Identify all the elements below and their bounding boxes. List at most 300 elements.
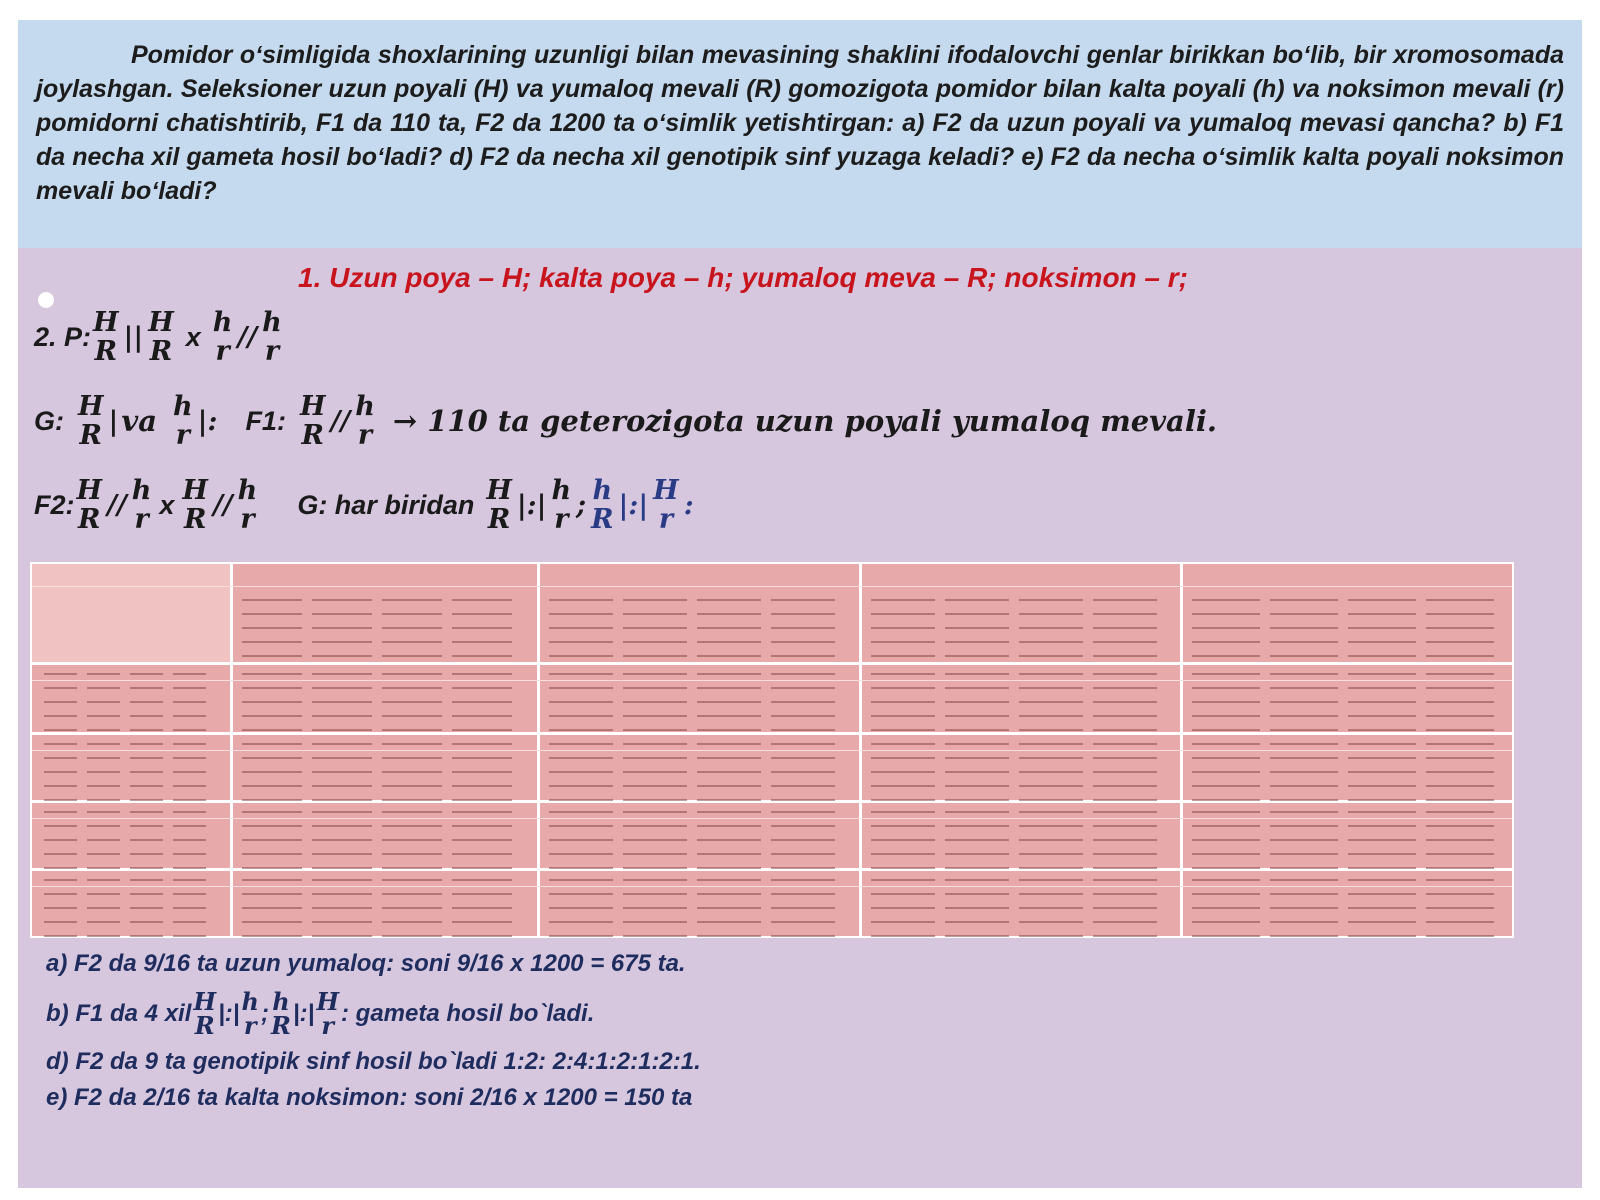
grid-cell-text: [1348, 839, 1416, 841]
chromosome-bars: //: [212, 489, 233, 521]
grid-cell-text: [771, 799, 835, 801]
grid-cell-text: [1426, 825, 1494, 827]
grid-cell-text: [1426, 701, 1494, 703]
grid-cell-text: [452, 799, 512, 801]
grid-cell-text: [173, 673, 206, 675]
gamete-separator: |:|: [618, 489, 649, 521]
grid-cell-text: [312, 921, 372, 923]
answer-b-gamete-1: H R: [193, 987, 217, 1040]
grid-cell-text: [1192, 627, 1260, 629]
grid-cell-text: [44, 907, 77, 909]
grid-cell-text: [87, 715, 120, 717]
grid-cell-text: [130, 867, 163, 869]
grid-cell-line: [1192, 696, 1504, 708]
grid-cell-text: [549, 743, 613, 745]
grid-cell-text: [173, 743, 206, 745]
grid-cell-text: [1270, 613, 1338, 615]
grid-cell-text: [1192, 935, 1260, 937]
grid-cell-text: [771, 673, 835, 675]
grid-cell-text: [871, 785, 935, 787]
grid-cell-text: [312, 627, 372, 629]
grid-cell-text: [312, 641, 372, 643]
grid-cell-text: [173, 771, 206, 773]
grid-cell-text: [623, 599, 687, 601]
grid-cell-line: [871, 650, 1168, 662]
grid-cell-text: [1426, 879, 1494, 881]
grid-cell-text: [771, 907, 835, 909]
grid-cell-text: [1019, 641, 1083, 643]
f2-label: F2:: [34, 489, 75, 520]
grid-cell-text: [1019, 785, 1083, 787]
grid-cell-text: [623, 785, 687, 787]
grid-cell-text: [44, 673, 77, 675]
grid-cell-text: [771, 839, 835, 841]
gamete-2: h r: [173, 391, 193, 451]
grid-cell-text: [771, 935, 835, 937]
grid-cell-text: [1270, 893, 1338, 895]
grid-cell-text: [771, 729, 835, 731]
grid-cell-text: [1348, 825, 1416, 827]
grid-cell-text: [1348, 907, 1416, 909]
grid-cell-text: [312, 893, 372, 895]
grid-cell-text: [623, 627, 687, 629]
grid-cell-text: [1093, 729, 1157, 731]
grid-cell-text: [1093, 757, 1157, 759]
grid-cell-text: [452, 627, 512, 629]
grid-cell-text: [1270, 743, 1338, 745]
grid-cell-text: [1426, 907, 1494, 909]
grid-cell-line: [44, 820, 218, 832]
grid-cell-text: [1192, 921, 1260, 923]
grid-cell-text: [312, 839, 372, 841]
grid-cell-text: [697, 825, 761, 827]
grid-cell-line: [549, 608, 847, 620]
grid-cell-text: [1192, 867, 1260, 869]
grid-cell-text: [697, 757, 761, 759]
grid-cell-text: [1348, 893, 1416, 895]
grid-cell-text: [623, 799, 687, 801]
grid-cell-text: [697, 743, 761, 745]
grid-cell-text: [945, 673, 1009, 675]
grid-cell-text: [452, 825, 512, 827]
grid-cell-line: [549, 696, 847, 708]
grid-cell-line: [44, 794, 218, 806]
grid-cell-text: [242, 785, 302, 787]
grid-cell-text: [312, 799, 372, 801]
grid-cell-text: [623, 687, 687, 689]
grid-cell-text: [173, 893, 206, 895]
grid-divider: [32, 662, 1512, 665]
grid-cell-line: [1192, 888, 1504, 900]
chromosome-bar: |: [108, 405, 119, 437]
grid-cell-text: [871, 729, 935, 731]
grid-cell-text: [1426, 687, 1494, 689]
grid-cell-text: [242, 839, 302, 841]
grid-cell-line: [871, 820, 1168, 832]
grid-cell-text: [87, 921, 120, 923]
grid-cell-text: [1270, 879, 1338, 881]
grid-cell-text: [242, 893, 302, 895]
grid-cell-text: [945, 867, 1009, 869]
grid-cell-text: [1426, 613, 1494, 615]
grid-cell-text: [1019, 715, 1083, 717]
grid-cell-line: [1192, 682, 1504, 694]
grid-cell-line: [1192, 834, 1504, 846]
grid-cell-text: [771, 613, 835, 615]
grid-cell-line: [242, 724, 525, 736]
grid-cell-text: [697, 687, 761, 689]
grid-cell-line: [44, 766, 218, 778]
f2-chrom-c: H R: [182, 475, 208, 535]
grid-cell-text: [44, 825, 77, 827]
grid-cell-text: [945, 853, 1009, 855]
grid-cell-text: [549, 825, 613, 827]
grid-cell-text: [1426, 743, 1494, 745]
cross-sign: x: [185, 321, 201, 352]
grid-cell-text: [87, 743, 120, 745]
grid-cell-text: [452, 687, 512, 689]
grid-cell-text: [1426, 839, 1494, 841]
grid-cell-text: [1426, 799, 1494, 801]
grid-cell-line: [871, 622, 1168, 634]
grid-cell-line: [549, 594, 847, 606]
grid-cell-text: [771, 641, 835, 643]
grid-cell-text: [44, 867, 77, 869]
grid-cell-text: [452, 613, 512, 615]
grid-cell-text: [1426, 641, 1494, 643]
grid-cell-line: [871, 752, 1168, 764]
grid-cell-text: [697, 729, 761, 731]
grid-cell-line: [1192, 806, 1504, 818]
grid-cell-text: [312, 907, 372, 909]
grid-cell-text: [1426, 673, 1494, 675]
grid-cell-line: [242, 874, 525, 886]
grid-cell-text: [173, 757, 206, 759]
grid-cell-text: [1093, 921, 1157, 923]
grid-cell-line: [871, 930, 1168, 942]
grid-cell-text: [1192, 879, 1260, 881]
grid-cell-text: [623, 935, 687, 937]
grid-cell-text: [1348, 701, 1416, 703]
grid-cell-text: [173, 799, 206, 801]
grid-cell-text: [1426, 921, 1494, 923]
answer-e: e) F2 da 2/16 ta kalta noksimon: soni 2/16 x 1200 = 150 ta: [46, 1084, 693, 1111]
grid-cell-line: [242, 862, 525, 874]
grid-cell-text: [771, 743, 835, 745]
grid-cell-text: [452, 811, 512, 813]
grid-cell-text: [312, 757, 372, 759]
grid-cell-line: [549, 636, 847, 648]
grid-cell-text: [623, 867, 687, 869]
grid-cell-text: [242, 743, 302, 745]
grid-cell-text: [549, 627, 613, 629]
grid-cell-text: [697, 893, 761, 895]
grid-cell-text: [173, 921, 206, 923]
grid-cell-text: [1348, 879, 1416, 881]
grid-cell-text: [945, 641, 1009, 643]
grid-cell-line: [549, 916, 847, 928]
grid-cell-text: [1270, 811, 1338, 813]
grid-cell-text: [771, 825, 835, 827]
grid-cell-text: [1348, 853, 1416, 855]
cross-sign: x: [159, 489, 175, 520]
grid-cell-text: [130, 729, 163, 731]
grid-cell-text: [44, 715, 77, 717]
grid-cell-line: [549, 650, 847, 662]
grid-cell-text: [242, 715, 302, 717]
grid-cell-text: [1192, 599, 1260, 601]
grid-cell-text: [1019, 743, 1083, 745]
grid-cell-text: [549, 715, 613, 717]
grid-cell-text: [945, 799, 1009, 801]
grid-cell-text: [87, 687, 120, 689]
grid-cell-text: [623, 641, 687, 643]
grid-cell-text: [871, 599, 935, 601]
grid-cell-text: [771, 811, 835, 813]
f1-chrom-a: H R: [299, 391, 326, 451]
grid-cell-text: [549, 641, 613, 643]
grid-cell-line: [242, 752, 525, 764]
grid-cell-text: [549, 673, 613, 675]
grid-cell-text: [44, 839, 77, 841]
grid-cell-text: [1426, 811, 1494, 813]
grid-cell-text: [771, 771, 835, 773]
parent-2-chrom-a: h r: [212, 307, 233, 367]
grid-cell-text: [623, 879, 687, 881]
grid-cell-text: [1426, 627, 1494, 629]
grid-cell-text: [1093, 599, 1157, 601]
grid-cell-text: [382, 825, 442, 827]
grid-cell-text: [382, 673, 442, 675]
grid-cell-text: [945, 825, 1009, 827]
grid-cell-text: [1426, 893, 1494, 895]
grid-cell-text: [1019, 771, 1083, 773]
grid-cell-text: [1348, 641, 1416, 643]
gamete-1: H R: [78, 391, 104, 451]
grid-cell-text: [697, 715, 761, 717]
grid-cell-text: [1270, 599, 1338, 601]
grid-cell-text: [1093, 627, 1157, 629]
grid-cell-text: [382, 785, 442, 787]
grid-cell-line: [549, 862, 847, 874]
grid-cell-line: [242, 916, 525, 928]
grid-cell-text: [697, 771, 761, 773]
grid-cell-text: [452, 907, 512, 909]
grid-cell-text: [1093, 825, 1157, 827]
grid-cell-text: [452, 655, 512, 657]
grid-cell-text: [382, 641, 442, 643]
f2-chrom-d: h r: [237, 475, 258, 535]
grid-cell-text: [871, 893, 935, 895]
grid-cell-text: [697, 785, 761, 787]
grid-cell-line: [242, 780, 525, 792]
grid-cell-text: [945, 757, 1009, 759]
bullet-dot: [38, 292, 54, 308]
f2-chrom-b: h r: [131, 475, 152, 535]
grid-cell-line: [1192, 668, 1504, 680]
grid-cell-text: [173, 839, 206, 841]
grid-cell-text: [1192, 673, 1260, 675]
gamete-separator: ;: [260, 1000, 269, 1027]
grid-cell-text: [871, 771, 935, 773]
grid-cell-line: [549, 874, 847, 886]
grid-cell-text: [130, 799, 163, 801]
grid-cell-text: [44, 729, 77, 731]
grid-cell-line: [1192, 738, 1504, 750]
grid-cell-text: [1019, 687, 1083, 689]
grid-cell-text: [312, 785, 372, 787]
grid-cell-text: [312, 879, 372, 881]
grid-cell-text: [771, 921, 835, 923]
grid-cell-line: [242, 668, 525, 680]
grid-cell-line: [44, 848, 218, 860]
grid-cell-text: [242, 771, 302, 773]
grid-cell-text: [623, 771, 687, 773]
grid-cell-text: [452, 839, 512, 841]
parent-1-chrom-b: H R: [148, 307, 174, 367]
grid-cell-line: [871, 902, 1168, 914]
grid-cell-text: [1019, 599, 1083, 601]
grid-cell-line: [871, 834, 1168, 846]
grid-cell-text: [382, 935, 442, 937]
grid-cell-text: [242, 757, 302, 759]
grid-cell-text: [382, 879, 442, 881]
grid-cell-text: [130, 921, 163, 923]
grid-cell-text: [312, 715, 372, 717]
grid-cell-text: [87, 839, 120, 841]
grid-cell-text: [771, 893, 835, 895]
answer-b-suffix: : gameta hosil bo`ladi.: [341, 1000, 595, 1027]
grid-cell-text: [1270, 771, 1338, 773]
grid-cell-text: [549, 655, 613, 657]
grid-cell-text: [382, 701, 442, 703]
grid-cell-line: [549, 766, 847, 778]
grid-cell-text: [130, 743, 163, 745]
grid-cell-text: [173, 825, 206, 827]
parents-row: [34, 308, 284, 366]
grid-cell-text: [1093, 879, 1157, 881]
answer-b-gamete-2: h r: [241, 987, 259, 1040]
grid-cell-text: [945, 785, 1009, 787]
grid-cell-text: [87, 935, 120, 937]
chromosome-bar: |:: [197, 405, 218, 437]
grid-cell-text: [242, 729, 302, 731]
grid-cell-text: [87, 701, 120, 703]
grid-cell-text: [1093, 743, 1157, 745]
grid-cell-text: [1192, 785, 1260, 787]
grid-cell-text: [1270, 673, 1338, 675]
grid-cell-text: [242, 935, 302, 937]
grid-cell-text: [1093, 687, 1157, 689]
grid-cell-line: [549, 834, 847, 846]
grid-cell-text: [771, 853, 835, 855]
grid-cell-text: [87, 893, 120, 895]
grid-cell-text: [452, 785, 512, 787]
grid-cell-line: [242, 848, 525, 860]
gamete-separator: |:|: [218, 1000, 240, 1027]
grid-cell-line: [549, 902, 847, 914]
grid-cell-text: [87, 811, 120, 813]
grid-cell-text: [1192, 853, 1260, 855]
grid-cell-text: [871, 879, 935, 881]
grid-cell-line: [871, 780, 1168, 792]
grid-cell-text: [44, 785, 77, 787]
grid-cell-text: [697, 641, 761, 643]
grid-cell-text: [242, 599, 302, 601]
grid-cell-text: [1270, 655, 1338, 657]
grid-cell-text: [1426, 715, 1494, 717]
grid-cell-line: [1192, 766, 1504, 778]
grid-cell-text: [382, 893, 442, 895]
grid-cell-text: [44, 687, 77, 689]
grid-cell-text: [549, 853, 613, 855]
grid-cell-text: [312, 811, 372, 813]
grid-cell-text: [1270, 785, 1338, 787]
grid-cell-text: [697, 655, 761, 657]
grid-cell-text: [549, 935, 613, 937]
grid-cell-text: [623, 893, 687, 895]
grid-cell-text: [549, 811, 613, 813]
grid-cell-text: [623, 853, 687, 855]
grid-cell-text: [44, 893, 77, 895]
grid-cell-text: [1093, 613, 1157, 615]
grid-cell-line: [871, 806, 1168, 818]
grid-cell-line: [549, 738, 847, 750]
grid-cell-text: [549, 729, 613, 731]
grid-cell-text: [771, 879, 835, 881]
gametes-f1-row: [34, 392, 1217, 450]
grid-cell-line: [871, 916, 1168, 928]
grid-cell-text: [945, 613, 1009, 615]
grid-cell-text: [697, 627, 761, 629]
grid-cell-text: [697, 613, 761, 615]
f2-gamete-4: H r: [653, 475, 679, 535]
grid-cell-line: [44, 874, 218, 886]
grid-cell-line: [242, 820, 525, 832]
grid-cell-text: [1270, 641, 1338, 643]
answer-b: [46, 987, 595, 1040]
grid-cell-text: [312, 673, 372, 675]
grid-cell-text: [1093, 715, 1157, 717]
grid-cell-text: [697, 921, 761, 923]
grid-cell-text: [871, 825, 935, 827]
problem-statement: Pomidor oʻsimligida shoxlarining uzunligi bilan mevasining shaklini ifodalovchi genlar birikkan boʻlib, bir xromosomada joylashgan. Seleksioner uzun poyali (H) va yumaloq mevali (R) gomozigota pomidor bilan kalta poyali (h) va noksimon mevali (r) pomidorni chatishtirib, F1 da 110 ta, F2 da 1200 ta oʻsimlik yetishtirgan: a) F2 da uzun poyali va yumaloq mevasi qancha? b) F1 da necha xil gameta hosil boʻladi? d) F2 da necha xil genotipik sinf yuzaga keladi? e) F2 da necha oʻsimlik kalta poyali noksimon mevali boʻladi?: [36, 41, 1564, 205]
grid-cell-text: [871, 613, 935, 615]
answer-b-gamete-3: h R: [270, 987, 291, 1040]
grid-cell-text: [945, 839, 1009, 841]
f2-gametes-label: G: har biridan: [297, 489, 475, 520]
grid-cell-text: [452, 757, 512, 759]
grid-cell-text: [242, 811, 302, 813]
grid-cell-text: [1019, 655, 1083, 657]
grid-cell-text: [312, 867, 372, 869]
grid-cell-text: [1019, 907, 1083, 909]
grid-cell-text: [871, 907, 935, 909]
grid-cell-line: [44, 930, 218, 942]
grid-cell-text: [1426, 655, 1494, 657]
answer-a: a) F2 da 9/16 ta uzun yumaloq: soni 9/16 x 1200 = 675 ta.: [46, 950, 686, 977]
grid-cell-text: [1192, 641, 1260, 643]
grid-cell-text: [1019, 839, 1083, 841]
grid-cell-text: [697, 867, 761, 869]
grid-cell-text: [1093, 655, 1157, 657]
grid-cell-text: [871, 655, 935, 657]
grid-cell-text: [1270, 701, 1338, 703]
grid-cell-text: [1192, 687, 1260, 689]
step-1-line: 1. Uzun poya – H; kalta poya – h; yumaloq meva – R; noksimon – r;: [298, 262, 1188, 293]
grid-cell-text: [623, 743, 687, 745]
grid-cell-text: [1348, 673, 1416, 675]
